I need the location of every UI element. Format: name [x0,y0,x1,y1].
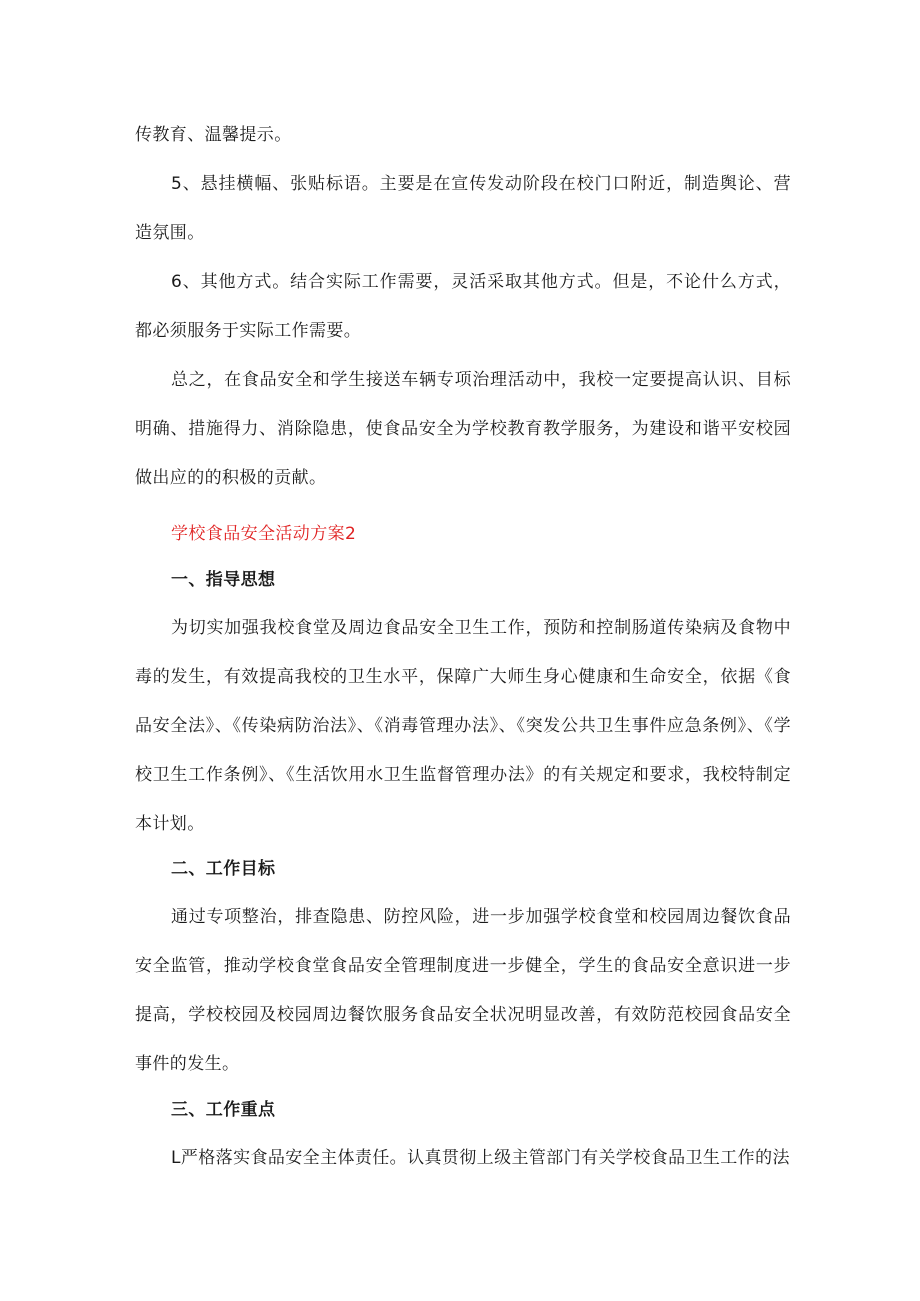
heading-work-goals: 二、工作目标 [171,859,276,879]
paragraph-guiding-ideology: 为切实加强我校食堂及周边食品安全卫生工作，预防和控制肠道传染病及食物中毒的发生，有效提高我校的卫生水平，保障广大师生身心健康和生命安全，依据《食品安全法》、《传染病防治法》、《消毒管理办法》、《突发公共卫生事件应急条例》、《学校卫生工作条例》、《生活饮用水卫生监督管理办法》的有关规定和要求，我校特制定本计划。 [135,618,791,834]
paragraph-work-goals: 通过专项整治，排查隐患、防控风险，进一步加强学校食堂和校园周边餐饮食品安全监管，推动学校食堂食品安全管理制度进一步健全，学生的食品安全意识进一步提高，学校校园及校园周边餐饮服务食品安全状况明显改善，有效防范校园食品安全事件的发生。 [135,907,791,1074]
paragraph-propaganda-tail: 传教育、温馨提示。 [135,125,292,145]
paragraph-banners: 5、悬挂横幅、张贴标语。主要是在宣传发动阶段在校门口附近，制造舆论、营造氛围。 [135,174,791,243]
paragraph-summary: 总之，在食品安全和学生接送车辆专项治理活动中，我校一定要提高认识、目标明确、措施得力、消除隐患，使食品安全为学校教育教学服务，为建设和谐平安校园做出应的的积极的贡献。 [135,370,791,488]
paragraph-other-methods: 6、其他方式。结合实际工作需要，灵活采取其他方式。但是，不论什么方式，都必须服务于实际工作需要。 [135,272,791,341]
section-title-plan-2: 学校食品安全活动方案2 [171,524,357,544]
heading-guiding-ideology: 一、指导思想 [171,570,276,590]
heading-work-priorities: 三、工作重点 [171,1100,276,1120]
paragraph-priority-1: L严格落实食品安全主体责任。认真贯彻上级主管部门有关学校食品卫生工作的法 [171,1148,790,1168]
